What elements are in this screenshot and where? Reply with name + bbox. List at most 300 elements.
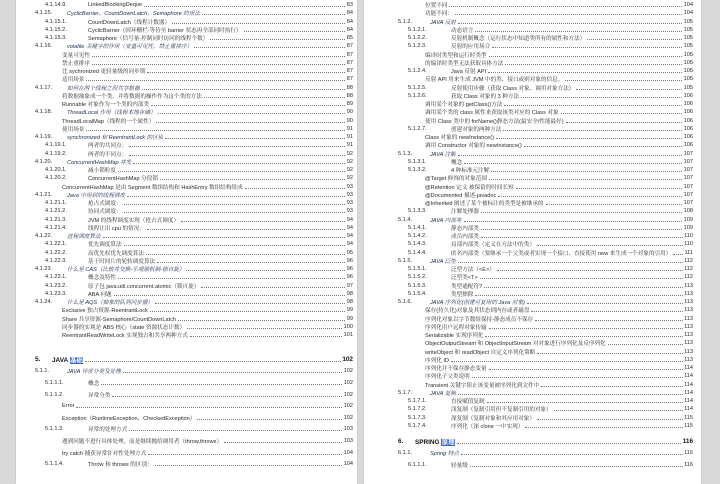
toc-entry[interactable] [398,422,693,430]
toc-entry-page: 106 [683,117,693,124]
toc-entry-number: 4.1.20. [35,158,53,165]
toc-entry-number: 5.1.4.4. [408,249,427,256]
toc-entry-title: 使用场景 [62,126,85,133]
toc-entry[interactable] [35,34,353,42]
toc-entry[interactable] [35,42,353,50]
toc-entry[interactable] [398,306,693,314]
dot-leader [475,292,682,296]
dot-leader [86,77,345,81]
toc-entry-title: 序列化子父类说明 [425,374,470,381]
toc-entry[interactable] [35,174,353,182]
toc-entry-page: 105 [683,43,693,50]
dot-leader [537,416,683,420]
dot-leader [201,284,345,288]
dot-leader [172,20,345,24]
toc-entry-title: 的编译时类型无法获取具体方法 [425,60,504,67]
toc-entry-title: 调用 Constructor 对象的 newInstance() [425,143,522,150]
toc-chapter-page: 102 [342,356,353,364]
toc-entry-page: 94 [346,241,353,248]
toc-entry[interactable] [398,348,693,356]
toc-entry[interactable] [35,1,353,9]
dot-leader [489,366,683,370]
toc-entry-title: 如何在两个线程之间共享数据 [67,85,140,92]
toc-entry-number: 5.1.3.2. [408,167,427,174]
toc-entry-page: 103 [343,437,353,444]
toc-entry-page: 102 [343,414,353,421]
toc-entry-title: ReentrantReadWriteLock 实现独占和共享两种方式 [62,333,188,340]
toc-entry[interactable] [398,331,693,339]
dot-leader [155,300,345,304]
toc-entry-title: @Inherited 阐述了某个被标注的类型是被继承的 [425,201,544,208]
toc-entry[interactable] [35,435,353,447]
toc-entry[interactable] [35,84,353,92]
toc-entry[interactable] [398,397,693,405]
dot-leader [197,416,342,420]
toc-entry[interactable] [35,282,353,290]
dot-leader [451,358,683,362]
dot-leader [472,374,683,378]
toc-entry[interactable] [398,18,693,26]
toc-entry[interactable] [35,377,353,389]
toc-entry[interactable] [398,59,693,67]
toc-entry[interactable] [398,108,693,116]
toc-entry-title: ABA 问题 [88,291,112,298]
toc-entry[interactable] [35,166,353,174]
toc-entry-title: CyclicBarrier、CountDownLatch、Semaphore 的用法 [67,11,201,18]
dot-leader [157,259,345,263]
toc-entry[interactable] [35,183,353,191]
toc-entry-number: 4.1.22.2. [45,249,67,256]
dot-leader [531,308,682,312]
dot-leader [458,152,682,156]
dot-leader [565,77,682,81]
toc-entry-number: 4.1.24. [35,299,53,306]
toc-entry[interactable] [35,232,353,240]
toc-entry-number: 5.1.2.1. [408,26,427,33]
dot-leader [148,451,342,455]
toc-entry[interactable] [398,75,693,83]
toc-entry-title: 功能不同： [425,11,453,18]
toc-entry-number: 5.1.5.4. [408,290,427,297]
toc-entry[interactable] [35,323,353,331]
toc-entry[interactable] [35,306,353,314]
toc-entry[interactable] [398,26,693,34]
toc-entry-page: 111 [684,249,693,256]
dot-leader [151,102,345,106]
toc-entry-page: 87 [346,76,353,83]
toc-entry[interactable] [398,339,693,347]
toc-entry[interactable] [398,199,693,207]
dot-leader [524,143,682,147]
toc-entry[interactable] [35,458,353,470]
dot-leader [118,275,345,279]
toc-entry[interactable] [35,199,353,207]
toc-entry[interactable] [398,282,693,290]
toc-entry-number: 5.1.2.7. [408,125,427,132]
dot-leader [527,300,683,304]
toc-entry-page: 104 [683,2,693,9]
dot-leader [85,358,340,362]
toc-entry[interactable] [398,216,693,224]
toc-entry[interactable] [35,125,353,133]
toc-entry-page: 113 [684,348,693,355]
toc-entry[interactable] [398,133,693,141]
dot-leader [458,20,682,24]
toc-entry[interactable] [398,125,693,133]
toc-entry[interactable] [35,26,353,34]
dot-leader [124,209,346,213]
toc-entry-number: 5.1.7.1. [408,398,427,405]
toc-chapter-section [398,436,693,471]
toc-entry[interactable] [398,117,693,125]
dot-leader [178,317,345,321]
toc-entry-title: 类型擦除 [451,291,474,298]
toc-entry[interactable] [398,372,693,380]
toc-entry-number: 4.1.15.1. [45,18,67,25]
chapter-title-text: SPRING [415,439,442,447]
toc-entry-page: 106 [683,101,693,108]
toc-entry-title: 调用某个对象的 getClass()方法 [425,102,503,109]
toc-entry[interactable] [398,166,693,174]
toc-entry-title: 直接赋值复制 [451,399,485,406]
toc-entry[interactable] [398,92,693,100]
toc-entry[interactable] [398,405,693,413]
toc-entry[interactable] [398,249,693,257]
toc-entry[interactable] [35,150,353,158]
dot-leader [160,176,345,180]
toc-entry[interactable] [35,18,353,26]
dot-leader [455,11,682,15]
toc-entry-title: 比 sychronized 更轻量级的同步锁 [62,69,146,76]
dot-leader [566,119,683,123]
toc-entry-title: ObjectOutputStream 和 ObjectInputStream 对对象进行序列化及反序列化 [425,341,606,348]
toc-entry[interactable] [35,9,353,17]
toc-entry-title: 概念 [88,380,100,387]
dot-leader [673,251,683,255]
dot-leader [521,94,682,98]
toc-entry[interactable] [35,366,353,378]
toc-entry[interactable] [35,249,353,257]
dot-leader [129,143,345,147]
toc-entry-page: 108 [683,208,693,215]
toc-entry-number: 5.1.2.5. [408,84,427,91]
toc-entry[interactable] [35,216,353,224]
toc-entry-title: ConcurrentHashMap 并发 [67,159,132,166]
toc-entry[interactable] [398,34,693,42]
toc-entry[interactable] [398,414,693,422]
toc-entry[interactable] [398,232,693,240]
dot-leader [127,193,345,197]
dot-leader [181,218,345,222]
toc-entry-page: 101 [343,332,353,339]
dot-leader [458,391,683,395]
toc-entry-page: 93 [346,183,353,190]
dot-leader [481,234,683,238]
toc-entry-page: 105 [683,76,693,83]
dot-leader [129,427,342,431]
dot-leader [146,251,345,255]
toc-entry[interactable] [35,447,353,459]
toc-entry[interactable] [35,108,353,116]
toc-entry[interactable] [398,9,693,17]
toc-entry[interactable] [398,381,693,389]
toc-entry[interactable] [398,389,693,397]
toc-entry[interactable] [398,224,693,232]
dot-leader [537,242,683,246]
toc-entry-title: 序列化并不保存静态变量 [425,366,487,373]
toc-entry[interactable] [35,92,353,100]
toc-entry-number: 4.1.21.2. [45,208,67,215]
toc-entry[interactable] [35,257,353,265]
toc-entry-page: 91 [346,142,353,149]
toc-entry[interactable] [35,51,353,59]
toc-entry-number: 5.1.1.1. [45,379,64,386]
toc-entry[interactable] [35,400,353,412]
toc-entry-page: 112 [684,274,693,281]
toc-entry-page: 87 [346,43,353,50]
toc-entry-number: 5.1.5. [398,257,412,264]
toc-entry[interactable] [398,459,693,471]
toc-entry[interactable] [35,389,353,401]
toc-entry-number: 5.1.7.2. [408,406,427,413]
toc-entry-page: 105 [683,68,693,75]
toc-entry[interactable] [398,448,693,460]
toc-entry-title: Class 对象的 newInstance() [425,135,495,142]
dot-leader [498,193,682,197]
dot-leader [118,168,345,172]
toc-entry-title: 浅复制（复制引用但不复制引用的对象） [451,407,552,414]
toc-entry[interactable] [35,224,353,232]
toc-page-right [364,0,701,484]
toc-entry[interactable] [398,42,693,50]
toc-entry-page: 94 [346,216,353,223]
chapter-title-text: JAVA [52,357,70,365]
toc-entry-number: 5.1.3.3. [408,208,427,215]
toc-entry-page: 99 [346,315,353,322]
toc-entry-title: 反射机制概念（运行状态中知道类所有的属性和方法） [451,36,586,43]
dot-leader [202,11,345,15]
toc-entry[interactable] [35,412,353,424]
dot-leader [464,218,683,222]
toc-entry[interactable] [398,174,693,182]
toc-chapter-title [52,355,83,364]
toc-entry-page: 97 [346,282,353,289]
toc-entry-number: 5.1.1.3. [45,426,64,433]
toc-entry-number: 5.1.7.3. [408,414,427,421]
toc-entry[interactable] [398,356,693,364]
toc-list [35,1,353,339]
dot-leader [147,69,345,73]
toc-entry-page: 102 [343,391,353,398]
toc-entry[interactable] [35,133,353,141]
toc-entry[interactable] [35,290,353,298]
toc-entry-title: 局部内部类（定义在方法中的类） [451,242,535,249]
toc-chapter-number: 5. [35,356,41,364]
toc-entry[interactable] [35,207,353,215]
dot-leader [541,383,682,387]
toc-entry[interactable] [35,315,353,323]
toc-entry[interactable] [35,424,353,436]
toc-entry-title: Share 共享资源-Semaphore/CountDownLatch [62,316,177,323]
toc-entry-title: 注解处理器 [451,209,479,216]
toc-chapter-entry[interactable] [398,436,693,448]
toc-entry-title: 泛型类<T> [451,275,478,282]
toc-entry[interactable] [35,298,353,306]
toc-entry-page: 90 [346,109,353,116]
toc-entry[interactable] [35,265,353,273]
toc-entry[interactable] [398,191,693,199]
chapter-title-highlight: 基础 [70,357,83,365]
toc-entry[interactable] [398,207,693,215]
toc-entry-title: 保存(持久化)对象及其状态到内存或者磁盘 [425,308,530,315]
toc-entry[interactable] [35,240,353,248]
toc-entry[interactable] [398,265,693,273]
toc-entry-page: 94 [346,224,353,231]
toc-entry-page: 102 [343,368,353,375]
toc-entry-title: 将数据抽象成一个类，并将数据的操作作为这个类的方法 [62,93,202,100]
toc-entry[interactable] [35,158,353,166]
toc-entry-page: 113 [684,323,693,330]
toc-entry-number: 5.1.2. [398,18,412,25]
toc-entry-page: 114 [684,373,693,380]
toc-entry-number: 4.1.23.1. [45,274,67,281]
toc-entry-number: 5.1.3.1. [408,158,427,165]
dot-leader [124,201,346,205]
toc-entry-page: 102 [343,403,353,410]
toc-entry-title: 两者的共同点： [88,143,128,150]
dot-leader [190,333,342,337]
toc-entry[interactable] [398,158,693,166]
toc-entry-number: 4.1.21. [35,191,53,198]
toc-entry[interactable] [398,240,693,248]
toc-chapter-entry[interactable] [35,354,353,366]
toc-entry[interactable] [398,364,693,372]
toc-entry[interactable] [35,141,353,149]
toc-entry-title: 变量可见性 [62,52,90,59]
dot-leader [124,242,346,246]
toc-entry[interactable] [398,100,693,108]
toc-entry-page: 106 [683,109,693,116]
toc-entry[interactable] [398,257,693,265]
toc-entry-page: 103 [343,426,353,433]
toc-entry[interactable] [398,323,693,331]
toc-entry-title: 反射 API 用来生成 JVM 中的类、接口或则对象的信息。 [425,77,564,84]
toc-entry-page: 113 [684,290,693,297]
dot-leader [458,259,683,263]
toc-entry-page: 93 [346,191,353,198]
toc-entry-number: 4.1.21.1. [45,200,67,207]
toc-entry-number: 4.1.16. [35,43,53,50]
toc-entry-title: 遇到问题不进行具体处理，而是继续抛给调用者（throw,throws） [62,438,223,445]
toc-entry-title: 轻量级 [451,462,468,469]
toc-entry[interactable] [35,75,353,83]
dot-leader [129,152,345,156]
toc-entry-title: try catch 捕获异常针对性处理方式 [62,450,147,457]
toc-entry[interactable] [35,100,353,108]
toc-chapter-number: 6. [398,438,404,446]
dot-leader [497,267,683,271]
toc-entry[interactable] [398,67,693,75]
toc-entry-title: 深复制（复制对象和其应用对象） [451,415,535,422]
toc-entry-title: 什么是 CAS（比较并交换-乐观锁机制-锁自旋） [67,267,185,274]
toc-entry-title: Error [62,403,75,410]
toc-entry-number: 4.1.18. [35,109,53,116]
toc-entry-title: CountDownLatch（线程计数器） [88,19,171,26]
toc-entry-title: Exclusive 独占资源-ReentrantLock [62,308,148,315]
toc-entry-number: 5.1.6. [398,299,412,306]
toc-entry[interactable] [35,67,353,75]
toc-entry[interactable] [398,1,693,9]
toc-entry-page: 113 [684,307,693,314]
toc-entry-number: 4.1.19. [35,134,53,141]
toc-entry-page: 105 [683,59,693,66]
toc-entry-number: 5.1.5.1. [408,266,427,273]
toc-entry-page: 92 [346,158,353,165]
toc-entry-page: 107 [683,175,693,182]
toc-entry-title: 异常的处理方式 [88,427,128,434]
toc-entry-number: 6.1.1. [398,450,412,457]
toc-entry-title: 同步器的实现是 ABS 核心（state 资源状态计数） [62,324,186,331]
dot-leader [194,44,345,48]
toc-entry-title: 匿名内部类（要继承一个父类或者实现一个接口、直接使用 new 来生成一个对象的引用） [451,250,672,257]
dot-leader [516,185,682,189]
toc-entry-title: JAVA 反射 [430,19,456,26]
toc-entry-page: 94 [346,233,353,240]
dot-leader [496,135,682,139]
toc-entry[interactable] [35,191,353,199]
toc-entry[interactable] [398,84,693,92]
toc-entry[interactable] [35,331,353,339]
toc-entry-page: 114 [684,365,693,372]
toc-entry-number: 5.1.1.4. [45,461,64,468]
toc-entry[interactable] [398,183,693,191]
chapter-title-highlight: 原理 [441,439,455,447]
toc-entry[interactable] [35,59,353,67]
toc-entry-page: 114 [684,406,693,413]
toc-entry-title: 位置不同 [425,3,448,10]
toc-entry[interactable] [398,290,693,298]
toc-entry[interactable] [398,273,693,281]
dot-leader [187,325,342,329]
toc-entry-title: 使用 Class 类中的 forName()静态方法(最安全/性能最好) [425,118,564,125]
toc-entry-number: 5.1.7.4. [408,422,427,429]
toc-entry-page: 110 [684,241,693,248]
toc-list [398,448,693,471]
toc-entry-page: 98 [346,299,353,306]
toc-entry[interactable] [398,150,693,158]
toc-entry-title: @Target 修饰的对象范围 [425,176,487,183]
toc-entry[interactable] [35,273,353,281]
dot-leader [144,3,345,7]
toc-entry[interactable] [398,298,693,306]
toc-entry[interactable] [398,51,693,59]
toc-entry-title: 序列化（深 clone 一中实现） [451,423,524,430]
toc-entry-page: 107 [683,150,693,157]
toc-entry[interactable] [398,315,693,323]
toc-entry-number: 4.1.22. [35,233,53,240]
toc-entry-page: 87 [346,51,353,58]
dot-leader [461,451,683,455]
toc-entry-page: 88 [346,84,353,91]
toc-entry-page: 112 [684,257,693,264]
toc-entry[interactable] [35,117,353,125]
toc-entry-page: 115 [684,422,693,429]
dot-leader [505,61,682,65]
toc-list [398,1,693,430]
toc-entry-title: Throw 和 throws 的区别： [88,462,153,469]
toc-entry-title: JAVA 复制 [430,390,456,397]
toc-entry[interactable] [398,141,693,149]
